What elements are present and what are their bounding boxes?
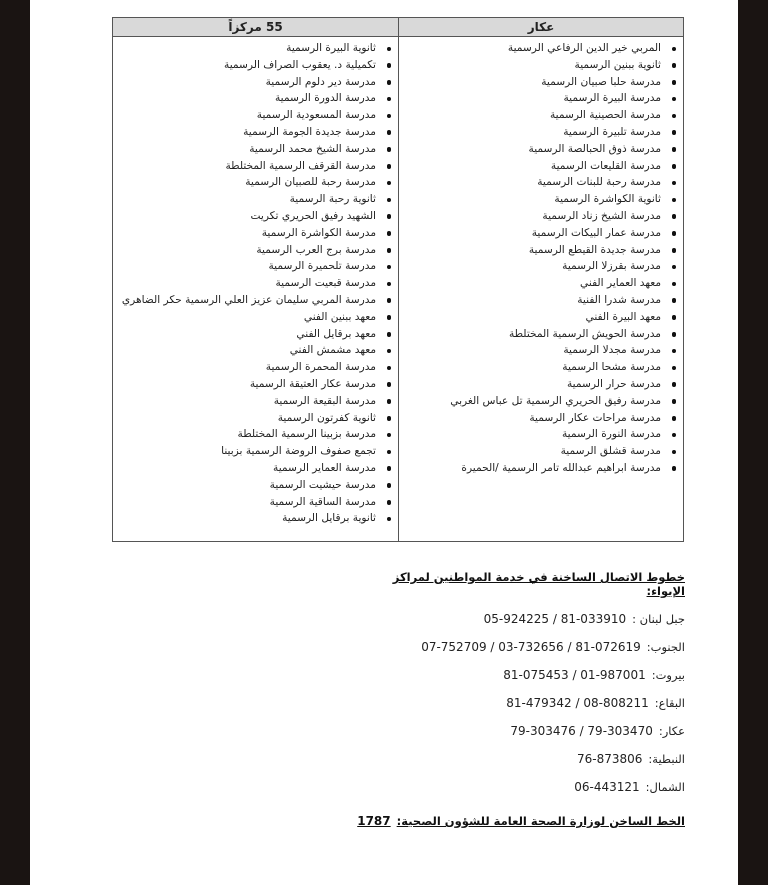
hotline-row <box>385 639 685 667</box>
list-item: مدرسة برج العرب الرسمية <box>121 242 376 259</box>
hotline-region: الجنوب: <box>646 640 685 654</box>
hotline-row <box>385 751 685 779</box>
list-item: مدرسة جديدة الجومة الرسمية <box>121 124 376 141</box>
list-item: مدرسة الشيخ محمد الرسمية <box>121 141 376 158</box>
list-item: مدرسة عكار العتيقة الرسمية <box>121 376 376 393</box>
list-item: مدرسة الشيخ زناد الرسمية <box>407 208 661 225</box>
list-item: ثانوية الكواشرة الرسمية <box>407 191 661 208</box>
akkar-column-header: عكار <box>399 18 683 37</box>
list-item: مدرسة الحويش الرسمية المختلطة <box>407 326 661 343</box>
health-hotline-number: 1787 <box>357 814 391 828</box>
list-item: مدرسة رحبة للصبيان الرسمية <box>121 174 376 191</box>
list-item: مدرسة حلبا صبيان الرسمية <box>407 74 661 91</box>
hotline-numbers: 76-873806 <box>576 752 643 766</box>
list-item: مدرسة تلبيرة الرسمية <box>407 124 661 141</box>
hotline-row <box>385 723 685 751</box>
list-item: مدرسة رحبة للبنات الرسمية <box>407 174 661 191</box>
list-item: مدرسة حرار الرسمية <box>407 376 661 393</box>
hotline-numbers: 81-075453 / 01-987001 <box>503 668 646 682</box>
hotline-row <box>385 779 685 807</box>
list-item: مدرسة بزبينا الرسمية المختلطة <box>121 426 376 443</box>
akkar-list <box>399 37 683 477</box>
list-item: مدرسة قبعيت الرسمية <box>121 275 376 292</box>
list-item: مدرسة قشلق الرسمية <box>407 443 661 460</box>
list-item: مدرسة مشحا الرسمية <box>407 359 661 376</box>
list-item: مدرسة البيرة الرسمية <box>407 90 661 107</box>
list-item: معهد العماير الفني <box>407 275 661 292</box>
list-item: مدرسة مراحات عكار الرسمية <box>407 410 661 427</box>
hotline-row <box>385 667 685 695</box>
hotline-numbers: 79-303476 / 79-303470 <box>510 724 653 738</box>
list-item: مدرسة الحصينية الرسمية <box>407 107 661 124</box>
list-item: مدرسة المحمرة الرسمية <box>121 359 376 376</box>
list-item: مدرسة الساقية الرسمية <box>121 494 376 511</box>
list-item: مدرسة النورة الرسمية <box>407 426 661 443</box>
list-item: مدرسة العماير الرسمية <box>121 460 376 477</box>
list-item: مدرسة دير دلوم الرسمية <box>121 74 376 91</box>
list-item: مدرسة مجدلا الرسمية <box>407 342 661 359</box>
hotline-region: بيروت: <box>651 668 685 682</box>
list-item: مدرسة بقرزلا الرسمية <box>407 258 661 275</box>
list-item: مدرسة المسعودية الرسمية <box>121 107 376 124</box>
list-item: مدرسة جديدة القيطع الرسمية <box>407 242 661 259</box>
health-hotline-label: الخط الساخن لوزارة الصحة العامة للشؤون الصحية: <box>396 814 685 828</box>
hotline-region: الشمال: <box>645 780 685 794</box>
hotline-region: عكار: <box>658 724 685 738</box>
hotline-numbers: 07-752709 / 03-732656 / 81-072619 <box>421 640 641 654</box>
list-item: الشهيد رفيق الحريري تكريت <box>121 208 376 225</box>
list-item: تجمع صفوف الروضة الرسمية بزبينا <box>121 443 376 460</box>
document-page <box>30 0 738 885</box>
hotline-region: النبطية: <box>648 752 685 766</box>
list-item: ثانوية رحبة الرسمية <box>121 191 376 208</box>
list-item: مدرسة حيشيت الرسمية <box>121 477 376 494</box>
list-item: مدرسة الدورة الرسمية <box>121 90 376 107</box>
list-item: تكميلية د. يعقوب الصراف الرسمية <box>121 57 376 74</box>
hotline-row <box>385 611 685 639</box>
list-item: مدرسة القليعات الرسمية <box>407 158 661 175</box>
list-item: مدرسة البقيعة الرسمية <box>121 393 376 410</box>
hotlines-section <box>385 570 685 807</box>
list-item: مدرسة شدرا الفنية <box>407 292 661 309</box>
centers-list <box>113 37 398 527</box>
hotline-region: جبل لبنان : <box>632 612 685 626</box>
hotline-numbers: 81-479342 / 08-808211 <box>506 696 649 710</box>
list-item: معهد البيرة الفني <box>407 309 661 326</box>
list-item: ثانوية ببنين الرسمية <box>407 57 661 74</box>
hotline-lines <box>385 611 685 807</box>
list-item: ثانوية البيرة الرسمية <box>121 40 376 57</box>
list-item: مدرسة ابراهيم عبدالله تامر الرسمية /الحميرة <box>407 460 661 477</box>
list-item: مدرسة الكواشرة الرسمية <box>121 225 376 242</box>
centers-column-header: 55 مركزاً <box>113 18 398 37</box>
list-item: ثانوية كفرتون الرسمية <box>121 410 376 427</box>
list-item: مدرسة القرقف الرسمية المختلطة <box>121 158 376 175</box>
shelter-centers-table <box>112 17 684 542</box>
hotline-numbers: 05-924225 / 81-033910 <box>483 612 627 626</box>
list-item: مدرسة عمار البيكات الرسمية <box>407 225 661 242</box>
list-item: مدرسة المربي سليمان عزيز العلي الرسمية حكر الضاهري <box>121 292 376 309</box>
centers-column <box>113 18 398 541</box>
list-item: المربي خير الدين الرفاعي الرسمية <box>407 40 661 57</box>
hotline-region: البقاع: <box>654 696 685 710</box>
hotline-row <box>385 695 685 723</box>
list-item: ثانوية برقايل الرسمية <box>121 510 376 527</box>
hotlines-title: خطوط الاتصال الساخنة في خدمة المواطنين لمراكز الإيواء: <box>392 570 685 598</box>
list-item: مدرسة تلحميرة الرسمية <box>121 258 376 275</box>
list-item: معهد ببنين الفني <box>121 309 376 326</box>
list-item: معهد مشمش الفني <box>121 342 376 359</box>
health-hotline <box>357 814 685 828</box>
akkar-column <box>398 18 683 541</box>
list-item: مدرسة ذوق الحبالصة الرسمية <box>407 141 661 158</box>
list-item: معهد برقايل الفني <box>121 326 376 343</box>
list-item: مدرسة رفيق الحريري الرسمية تل عباس الغربي <box>407 393 661 410</box>
hotline-numbers: 06-443121 <box>574 780 640 794</box>
